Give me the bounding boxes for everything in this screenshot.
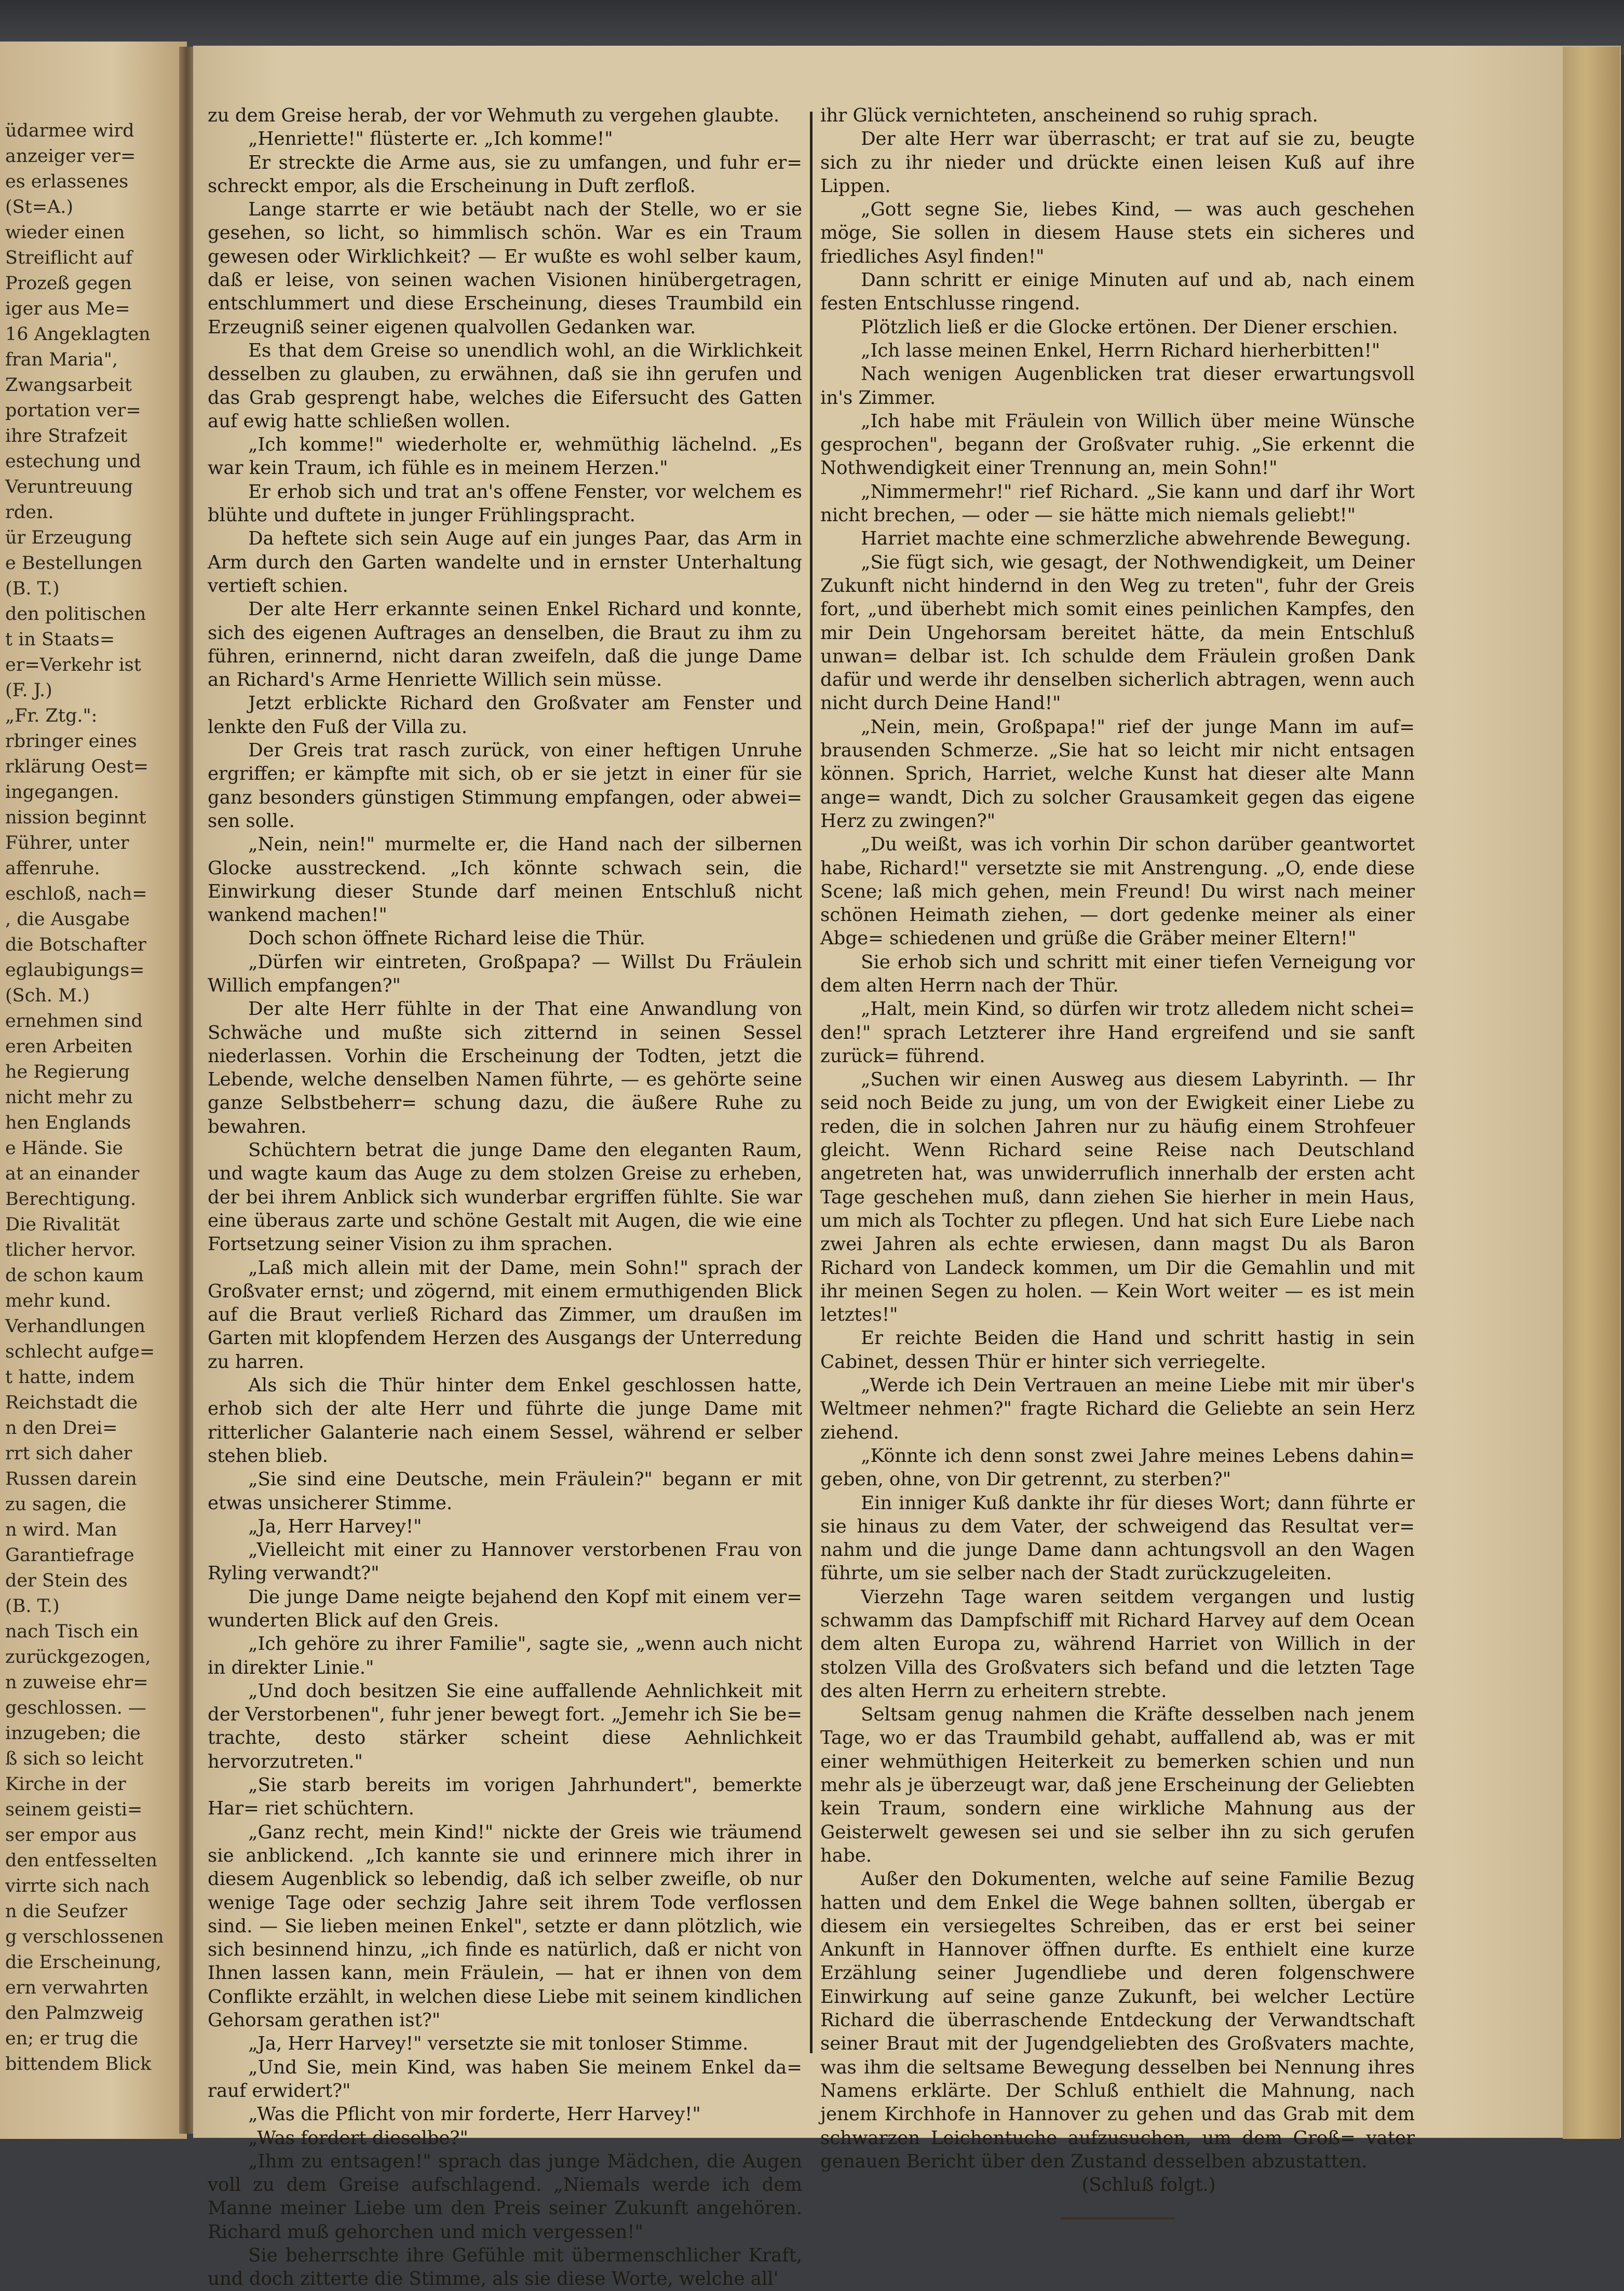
continuation-note: (Schluß folgt.) xyxy=(1081,2174,1216,2196)
facing-page-line: (St=A.) xyxy=(5,197,74,218)
facing-page-line: (Sch. M.) xyxy=(5,985,90,1006)
paragraph: „Ihm zu entsagen!" sprach das junge Mädchen, die Augen voll zu dem Greise aufschlagend. „Niemals werde ich dem Manne meiner Liebe um den Preis seiner Zukunft angehören. Richard muß gehorchen und mich vergessen!" xyxy=(208,2150,802,2243)
paragraph: „Was fordert dieselbe?" xyxy=(248,2127,468,2149)
facing-page-line: der Stein des xyxy=(5,1570,128,1591)
paragraph: Der Greis trat rasch zurück, von einer heftigen Unruhe ergriffen; er kämpfte mit sich, ob er sie jetzt in einer für sie ganz besonders günstigen Stimmung empfangen, oder abwei= sen solle. xyxy=(208,740,802,832)
paragraph: „Ich habe mit Fräulein von Willich über meine Wünsche gesprochen", begann der Großvater ruhig. „Sie erkennt die Nothwendigkeit einer Trennung an, mein Sohn!" xyxy=(820,410,1415,479)
paragraph: Der alte Herr war überrascht; er trat auf sie zu, beugte sich zu ihr nieder und drückte einen leisen Kuß auf ihre Lippen. xyxy=(820,128,1415,197)
facing-page-line: schlecht aufge= xyxy=(5,1341,155,1362)
facing-page-line: geschlossen. — xyxy=(5,1698,146,1718)
paragraph: „Ich lasse meinen Enkel, Herrn Richard hierherbitten!" xyxy=(861,340,1381,361)
facing-page-line: inzugeben; die xyxy=(5,1723,141,1744)
facing-page-line: den politischen xyxy=(5,604,146,625)
facing-page-line: ernehmen sind xyxy=(5,1011,143,1032)
facing-page-line: g verschlossenen xyxy=(5,1927,164,1947)
facing-page-line: anzeiger ver= xyxy=(5,146,136,167)
facing-page-line: zu sagen, die xyxy=(5,1494,127,1515)
paragraph: „Vielleicht mit einer zu Hannover verstorbenen Frau von Ryling verwandt?" xyxy=(208,1539,802,1584)
facing-page-line: ern verwahrten xyxy=(5,1977,148,1998)
facing-page-line: 16 Angeklagten xyxy=(5,324,151,345)
paragraph: „Laß mich allein mit der Dame, mein Sohn!" sprach der Großvater ernst; und zögernd, mit einem ermuthigenden Blick auf die Braut verließ Richard das Zimmer, um draußen im Garten mit klopfendem Herzen des Ausgangs der Unterredung zu harren. xyxy=(208,1257,802,1373)
facing-page-line: Russen darein xyxy=(5,1469,137,1489)
paragraph: Außer den Dokumenten, welche auf seine Familie Bezug hatten und dem Enkel die Wege bahnen sollten, übergab er diesem ein versiegeltes Schreiben, das er erst bei seiner Ankunft in Hannover öffnen durfte. Es enthielt eine kurze Erzählung seiner Jugendliebe und deren folgenschwere Einwirkung auf seine ganze Zukunft, bei welcher Lectüre Richard die überraschende Entdeckung der Verwandtschaft seiner Braut mit der Jugendgeliebten des Großvaters machte, was ihm die seltsame Bewegung desselben bei Nennung ihres Namens erklärte. Der Schluß enthielt die Mahnung, nach jenem Kirchhofe in Hannover zu gehen und das Grab mit dem schwarzen Leichentuche aufzusuchen, um dem Groß= vater genauen Bericht über den Zustand desselben abzustatten. xyxy=(820,1868,1415,2172)
facing-page-line: Zwangsarbeit xyxy=(5,375,132,396)
facing-page-line: t hatte, indem xyxy=(5,1367,135,1388)
paragraph: „Ja, Herr Harvey!" versetzte sie mit tonloser Stimme. xyxy=(248,2033,749,2055)
paragraph: „Dürfen wir eintreten, Großpapa? — Willst Du Fräulein Willich empfangen?" xyxy=(208,951,802,996)
facing-page-line: iger aus Me= xyxy=(5,299,130,319)
facing-page-line: e Hände. Sie xyxy=(5,1138,124,1159)
book-binding-edge xyxy=(1563,47,1620,2139)
facing-page-line: nicht mehr zu xyxy=(5,1087,133,1108)
book-gutter xyxy=(179,47,195,2134)
facing-page-line: rden. xyxy=(5,502,54,523)
paragraph: „Ich komme!" wiederholte er, wehmüthig lächelnd. „Es war kein Traum, ich fühle es in meinem Herzen." xyxy=(208,434,802,479)
facing-page-line: die Botschafter xyxy=(5,934,146,955)
paragraph: „Gott segne Sie, liebes Kind, — was auch geschehen möge, Sie sollen in diesem Hause stets ein sicheres und friedliches Asyl finden!" xyxy=(820,199,1415,267)
paragraph: Doch schon öffnete Richard leise die Thür. xyxy=(248,928,645,950)
facing-page-line: ingegangen. xyxy=(5,782,119,803)
facing-page-line: eren Arbeiten xyxy=(5,1036,133,1057)
paragraph: Vierzehn Tage waren seitdem vergangen und lustig schwamm das Dampfschiff mit Richard Harvey auf dem Ocean dem alten Europa zu, während Harriet von Willich in der stolzen Villa des Großvaters sich befand und die letzten Tage des alten Herrn zu erheitern strebte. xyxy=(820,1586,1415,1702)
paragraph: „Suchen wir einen Ausweg aus diesem Labyrinth. — Ihr seid noch Beide zu jung, um von der Ewigkeit einer Liebe zu reden, die in solchen Jahren nur zu häufig einem Strohfeuer gleicht. Wenn Richard seine Reise nach Deutschland angetreten hat, was unwiderruflich innerhalb der ersten acht Tage geschehen muß, dann ziehen Sie hierher in mein Haus, um mich als Tochter zu pflegen. Und hat sich Eure Liebe nach zwei Jahren als echte erwiesen, dann magst Du als Baron Richard von Landeck kommen, um Dir die Gemahlin und mit ihr meinen Segen zu holen. — Kein Wort weiter — es ist mein letztes!" xyxy=(820,1069,1415,1326)
paragraph: Die junge Dame neigte bejahend den Kopf mit einem ver= wunderten Blick auf den Greis. xyxy=(208,1586,802,1631)
facing-page-line: Streiflicht auf xyxy=(5,248,132,268)
paragraph: Nach wenigen Augenblicken trat dieser erwartungsvoll in's Zimmer. xyxy=(820,363,1415,409)
facing-page-line: nission beginnt xyxy=(5,807,146,828)
facing-page-line: ß sich so leicht xyxy=(5,1748,144,1769)
facing-page-line: hen Englands xyxy=(5,1113,131,1133)
paragraph: „Ganz recht, mein Kind!" nickte der Greis wie träumend sie anblickend. „Ich kannte sie und erinnere mich ihrer in diesem Augenblick so lebendig, daß ich selber zweifle, ob nur wenige Tage oder sechzig Jahre seit ihrem Tode verflossen sind. — Sie lieben meinen Enkel", setzte er dann plötzlich, wie sich besinnend hinzu, „ich finde es natürlich, daß er nicht von Ihnen lassen kann, mein Fräulein, — hat er ihnen von dem Conflikte erzählt, in welchen diese Liebe mit seinem kindlichen Gehorsam gerathen ist?" xyxy=(208,1821,802,2031)
facing-page-line: es erlassenes xyxy=(5,171,129,192)
facing-page-line: fran Maria", xyxy=(5,349,118,370)
paragraph: Als sich die Thür hinter dem Enkel geschlossen hatte, erhob sich der alte Herr und führte die junge Dame mit ritterlicher Galanterie nach einem Sessel, während er selber stehen blieb. xyxy=(208,1375,802,1467)
paragraph: „Henriette!" flüsterte er. „Ich komme!" xyxy=(248,128,613,150)
paragraph: zu dem Greise herab, der vor Wehmuth zu vergehen glaubte. xyxy=(208,105,780,126)
facing-page-line: estechung und xyxy=(5,451,141,472)
paragraph: Es that dem Greise so unendlich wohl, an die Wirklichkeit desselben zu glauben, zu erwähnen, daß sie ihn gerufen und das Grab gesprengt habe, welches die Eifersucht des Gatten auf ewig hatte schließen wollen. xyxy=(208,340,802,432)
paragraph: „Sie starb bereits im vorigen Jahrhundert", bemerkte Har= riet schüchtern. xyxy=(208,1774,802,1820)
facing-page-line: mehr kund. xyxy=(5,1291,112,1311)
facing-page-line: t in Staats= xyxy=(5,629,115,650)
facing-page-line: n den Drei= xyxy=(5,1418,118,1439)
paragraph: „Und doch besitzen Sie eine auffallende Aehnlichkeit mit der Verstorbenen", fuhr jener bewegt fort. „Jemehr ich Sie be= trachte, desto stärker scheint diese Aehnlichkeit hervorzutreten." xyxy=(208,1680,802,1772)
paragraph: „Halt, mein Kind, so dürfen wir trotz alledem nicht schei= den!" sprach Letzterer ihre Hand ergreifend und sie sanft zurück= führend. xyxy=(820,998,1415,1067)
facing-page-line: Verhandlungen xyxy=(5,1316,145,1337)
facing-page-line: en; er trug die xyxy=(5,2028,138,2049)
paragraph: Er reichte Beiden die Hand und schritt hastig in sein Cabinet, dessen Thür er hinter sich verriegelte. xyxy=(820,1327,1415,1373)
facing-page-line: n die Seufzer xyxy=(5,1901,128,1922)
paragraph: „Du weißt, was ich vorhin Dir schon darüber geantwortet habe, Richard!" versetzte sie mit Anstrengung. „O, ende diese Scene; laß mich gehen, mein Freund! Du wirst nach meiner schönen Heimath ziehen, — dort gedenke meiner als einer Abge= schiedenen und grüße die Gräber meiner Eltern!" xyxy=(820,834,1415,950)
facing-page-line: den entfesselten xyxy=(5,1850,157,1871)
paragraph: „Sie sind eine Deutsche, mein Fräulein?" begann er mit etwas unsicherer Stimme. xyxy=(208,1469,802,1514)
facing-page-line: Führer, unter xyxy=(5,833,129,853)
facing-page-line: die Erscheinung, xyxy=(5,1952,161,1973)
end-rule xyxy=(1061,2217,1175,2219)
paragraph: „Ja, Herr Harvey!" xyxy=(248,1515,422,1537)
facing-page-fragments xyxy=(0,42,187,2139)
facing-page-line: portation ver= xyxy=(5,400,141,421)
paragraph: Lange starrte er wie betäubt nach der Stelle, wo er sie gesehen, so licht, so himmlisch schön. War es ein Traum gewesen oder Wirklichkeit? — Er wußte es wohl selber kaum, daß er leise, von seinen wachen Visionen hinübergetragen, entschlummert und diese Erscheinung, dieses Traumbild ein Erzeugniß seiner eigenen qualvollen Gedanken war. xyxy=(208,199,802,338)
facing-page-line: üdarmee wird xyxy=(5,120,134,141)
paragraph: Da heftete sich sein Auge auf ein junges Paar, das Arm in Arm durch den Garten wandelte und in ernster Unterhaltung vertieft schien. xyxy=(208,528,802,597)
facing-page-line: Reichstadt die xyxy=(5,1392,138,1413)
facing-page-line: eschloß, nach= xyxy=(5,884,147,904)
facing-page-line: er=Verkehr ist xyxy=(5,655,141,675)
paragraph: ihr Glück vernichteten, anscheinend so ruhig sprach. xyxy=(820,105,1318,126)
paragraph: „Könnte ich denn sonst zwei Jahre meines Lebens dahin= geben, ohne, von Dir getrennt, zu sterben?" xyxy=(820,1445,1415,1490)
text-column-right xyxy=(820,104,1415,2196)
paragraph: Seltsam genug nahmen die Kräfte desselben nach jenem Tage, wo er das Traumbild gehabt, auffallend ab, was er mit einer wehmüthigen Heiterkeit zu bemerken schien und nun mehr als je überzeugt war, daß jene Erscheinung der Geliebten kein Traum, sondern eine wirkliche Mahnung aus der Geisterwelt gewesen sei und sie selber ihn zu sich gerufen habe. xyxy=(820,1704,1415,1866)
facing-page-line: wieder einen xyxy=(5,222,125,243)
facing-page-line: seinem geisti= xyxy=(5,1799,143,1820)
paragraph: „Was die Pflicht von mir forderte, Herr Harvey!" xyxy=(248,2104,701,2125)
facing-page-line: zurückgezogen, xyxy=(5,1647,151,1668)
facing-page-line: (B. T.) xyxy=(5,578,60,599)
paragraph: „Nein, nein!" murmelte er, die Hand nach der silbernen Glocke ausstreckend. „Ich könnte schwach sein, die Einwirkung dieser Stunde darf meinen Entschluß nicht wankend machen!" xyxy=(208,834,802,926)
text-column-left xyxy=(208,104,802,2290)
paragraph: Sie erhob sich und schritt mit einer tiefen Verneigung vor dem alten Herrn nach der Thür. xyxy=(820,951,1415,996)
paragraph: Schüchtern betrat die junge Dame den eleganten Raum, und wagte kaum das Auge zu dem stolzen Greise zu erheben, der bei ihrem Anblick sich wunderbar ergriffen fühlte. Sie war eine überaus zarte und schöne Gestalt mit Augen, die wie eine Fortsetzung seiner Vision zu ihm sprachen. xyxy=(208,1140,802,1255)
paragraph: „Nein, mein, Großpapa!" rief der junge Mann im auf= brausenden Schmerze. „Sie hat so leicht mir nicht entsagen können. Sprich, Harriet, welche Kunst hat dieser alte Mann ange= wandt, Dich zu solcher Grausamkeit gegen das eigene Herz zu zwingen?" xyxy=(820,716,1415,832)
paragraph: „Sie fügt sich, wie gesagt, der Nothwendigkeit, um Deiner Zukunft nicht hindernd in den Weg zu treten", fuhr der Greis fort, „und überhebt mich somit eines peinlichen Kampfes, den mir Dein Ungehorsam bereitet hätte, da mein Entschluß unwan= delbar ist. Ich schulde dem Fräulein großen Dank dafür und werde ihr denselben sicherlich abtragen, wenn auch nicht durch Deine Hand!" xyxy=(820,551,1415,714)
paragraph: Sie beherrschte ihre Gefühle mit übermenschlicher Kraft, und doch zitterte die Stimme, als sie diese Worte, welche all' xyxy=(208,2245,802,2290)
facing-page-line: n wird. Man xyxy=(5,1520,117,1540)
paragraph: Er erhob sich und trat an's offene Fenster, vor welchem es blühte und duftete in junger Frühlingspracht. xyxy=(208,481,802,526)
facing-page-line: nach Tisch ein xyxy=(5,1621,139,1642)
paragraph: „Und Sie, mein Kind, was haben Sie meinem Enkel da= rauf erwidert?" xyxy=(208,2056,802,2102)
facing-page-line: bittendem Blick xyxy=(5,2054,152,2075)
facing-page-line: (F. J.) xyxy=(5,680,52,701)
facing-page-line: Veruntreuung xyxy=(5,477,133,497)
facing-page-line: ür Erzeugung xyxy=(5,527,132,548)
facing-page-line: „Fr. Ztg.": xyxy=(5,706,98,726)
paragraph: Der alte Herr erkannte seinen Enkel Richard und konnte, sich des eigenen Auftrages an denselben, die Braut zu ihm zu führen, erinnernd, nicht daran zweifeln, daß die junge Dame an Richard's Arme Henriette Willich sein müsse. xyxy=(208,599,802,691)
paragraph: Ein inniger Kuß dankte ihr für dieses Wort; dann führte er sie hinaus zu dem Vater, der schweigend das Resultat ver= nahm und die junge Dame dann achtungsvoll an den Wagen führte, um sie selber nach der Stadt zurückzugeleiten. xyxy=(820,1492,1415,1584)
column-rule xyxy=(810,112,813,2053)
paragraph: „Ich gehöre zu ihrer Familie", sagte sie, „wenn auch nicht in direkter Linie." xyxy=(208,1633,802,1678)
facing-page-line: e Bestellungen xyxy=(5,553,143,574)
paragraph: „Nimmermehr!" rief Richard. „Sie kann und darf ihr Wort nicht brechen, — oder — sie hätte mich niemals geliebt!" xyxy=(820,481,1415,526)
facing-page-line: rklärung Oest= xyxy=(5,756,149,777)
facing-page-line: Berechtigung. xyxy=(5,1189,137,1210)
facing-page-line: Kirche in der xyxy=(5,1774,126,1795)
facing-page-line: Garantiefrage xyxy=(5,1545,134,1566)
facing-page-line: Die Rivalität xyxy=(5,1214,120,1235)
facing-page-line: de schon kaum xyxy=(5,1265,144,1286)
facing-page-line: rrt sich daher xyxy=(5,1443,132,1464)
facing-page-line: ihre Strafzeit xyxy=(5,426,128,446)
facing-page-line: eglaubigungs= xyxy=(5,960,145,981)
paragraph: Jetzt erblickte Richard den Großvater am Fenster und lenkte den Fuß der Villa zu. xyxy=(208,693,802,738)
facing-page-line: affenruhe. xyxy=(5,858,100,879)
facing-page-line: he Regierung xyxy=(5,1062,130,1082)
paragraph: Dann schritt er einige Minuten auf und ab, nach einem festen Entschlusse ringend. xyxy=(820,269,1415,315)
facing-page-line: rbringer eines xyxy=(5,731,137,752)
paragraph: Der alte Herr fühlte in der That eine Anwandlung von Schwäche und mußte sich zitternd in seinen Sessel niederlassen. Vorhin die Erscheinung der Todten, jetzt die Lebende, welche denselben Namen führte, — es gehörte seine ganze Selbstbeherr= schung dazu, die äußere Ruhe zu bewahren. xyxy=(208,998,802,1137)
facing-page-line: (B. T.) xyxy=(5,1596,60,1617)
facing-page-line: , die Ausgabe xyxy=(5,909,130,930)
facing-page-line: Prozeß gegen xyxy=(5,273,132,294)
facing-page-line: n zuweise ehr= xyxy=(5,1672,148,1693)
facing-page-line: tlicher hervor. xyxy=(5,1240,137,1260)
facing-page-line: virrte sich nach xyxy=(5,1876,150,1896)
paragraph: „Werde ich Dein Vertrauen an meine Liebe mit mir über's Weltmeer nehmen?" fragte Richard die Geliebte an sein Herz ziehend. xyxy=(820,1375,1415,1443)
paragraph: Plötzlich ließ er die Glocke ertönen. Der Diener erschien. xyxy=(861,316,1398,338)
paragraph: Er streckte die Arme aus, sie zu umfangen, und fuhr er= schreckt empor, als die Erscheinung in Duft zerfloß. xyxy=(208,152,802,197)
facing-page-line: den Palmzweig xyxy=(5,2003,144,2024)
paragraph: Harriet machte eine schmerzliche abwehrende Bewegung. xyxy=(861,528,1411,550)
facing-page-line: ser empor aus xyxy=(5,1825,137,1846)
facing-page-line: at an einander xyxy=(5,1163,140,1184)
